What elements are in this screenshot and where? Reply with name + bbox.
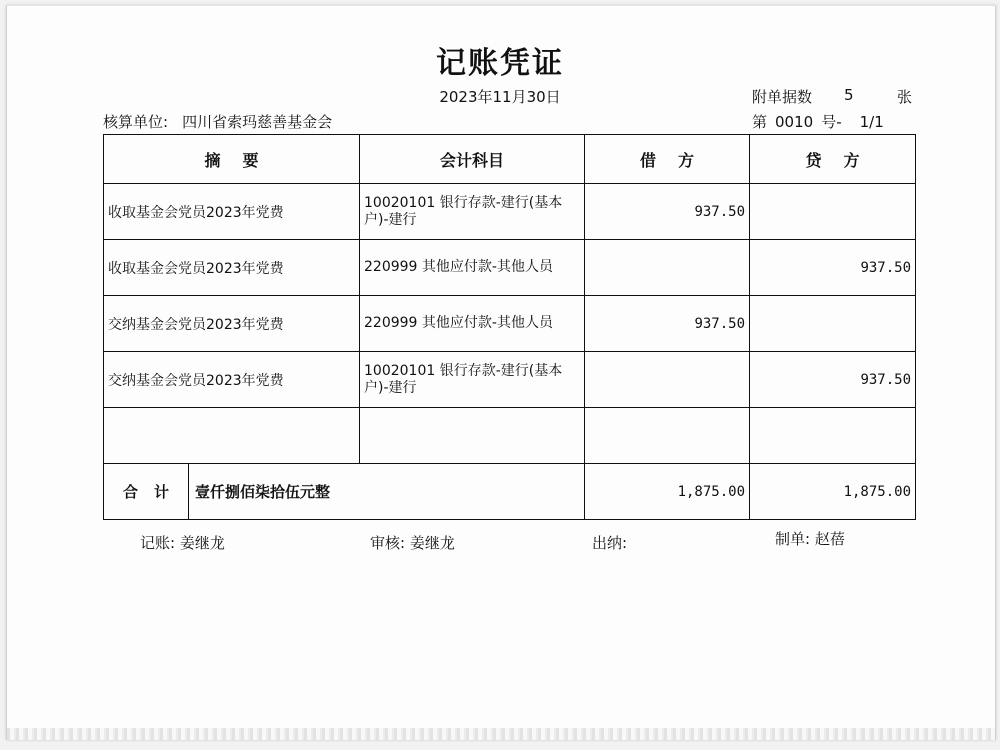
row-summary: 收取基金会党员2023年党费: [104, 240, 360, 296]
accounting-unit-name: 四川省索玛慈善基金会: [182, 113, 333, 131]
torn-edge: [7, 728, 995, 740]
row-credit: [750, 408, 916, 464]
voucher-date: 2023年11月30日: [439, 88, 561, 106]
voucher-number: [752, 111, 884, 132]
row-summary: 收取基金会党员2023年党费: [104, 184, 360, 240]
row-credit: [750, 296, 916, 352]
header-credit: 贷方: [750, 135, 916, 184]
total-amount-words: 壹仟捌佰柒拾伍元整: [189, 464, 585, 520]
attachments-label: 附单据数: [752, 88, 813, 106]
row-account: 220999 其他应付款-其他人员: [360, 296, 585, 352]
accounting-unit-label: 核算单位:: [103, 113, 169, 131]
attachments-unit: 张: [897, 88, 913, 106]
bookkeeper: 记账: 姜继龙: [140, 534, 225, 552]
table-row-empty: [104, 408, 916, 464]
total-credit: 1,875.00: [750, 464, 916, 520]
header-account: 会计科目: [360, 135, 585, 184]
attachments-count: [752, 86, 913, 107]
voucher-number-value: 0010: [775, 113, 814, 131]
voucher-number-prefix: 第: [752, 113, 768, 131]
accounting-unit: [103, 111, 332, 132]
row-account: [360, 408, 585, 464]
row-account: 220999 其他应付款-其他人员: [360, 240, 585, 296]
row-account: 10020101 银行存款-建行(基本户)-建行: [360, 184, 585, 240]
table-row: [104, 296, 916, 352]
table-row: [104, 240, 916, 296]
row-debit: [585, 240, 750, 296]
voucher-title: 记账凭证: [436, 46, 564, 81]
row-summary: 交纳基金会党员2023年党费: [104, 296, 360, 352]
reviewer: 审核: 姜继龙: [370, 534, 455, 552]
table-row: [104, 184, 916, 240]
row-debit: 937.50: [585, 296, 750, 352]
table-row: [104, 352, 916, 408]
cashier: 出纳:: [592, 534, 628, 552]
row-credit: [750, 184, 916, 240]
row-summary: [104, 408, 360, 464]
row-credit: 937.50: [750, 352, 916, 408]
preparer: 制单: 赵蓓: [775, 530, 845, 548]
header-debit: 借方: [585, 135, 750, 184]
total-label: 合计: [104, 464, 189, 520]
row-debit: [585, 352, 750, 408]
row-account: 10020101 银行存款-建行(基本户)-建行: [360, 352, 585, 408]
attachments-number: 5: [844, 86, 854, 104]
row-debit: [585, 408, 750, 464]
row-debit: 937.50: [585, 184, 750, 240]
total-row: [104, 464, 916, 520]
row-summary: 交纳基金会党员2023年党费: [104, 352, 360, 408]
voucher-number-suffix: 号-: [821, 113, 842, 131]
voucher-table: [103, 134, 916, 520]
header-summary: 摘要: [104, 135, 360, 184]
row-credit: 937.50: [750, 240, 916, 296]
voucher-page: 1/1: [859, 113, 884, 131]
table-header-row: [104, 135, 916, 184]
total-debit: 1,875.00: [585, 464, 750, 520]
